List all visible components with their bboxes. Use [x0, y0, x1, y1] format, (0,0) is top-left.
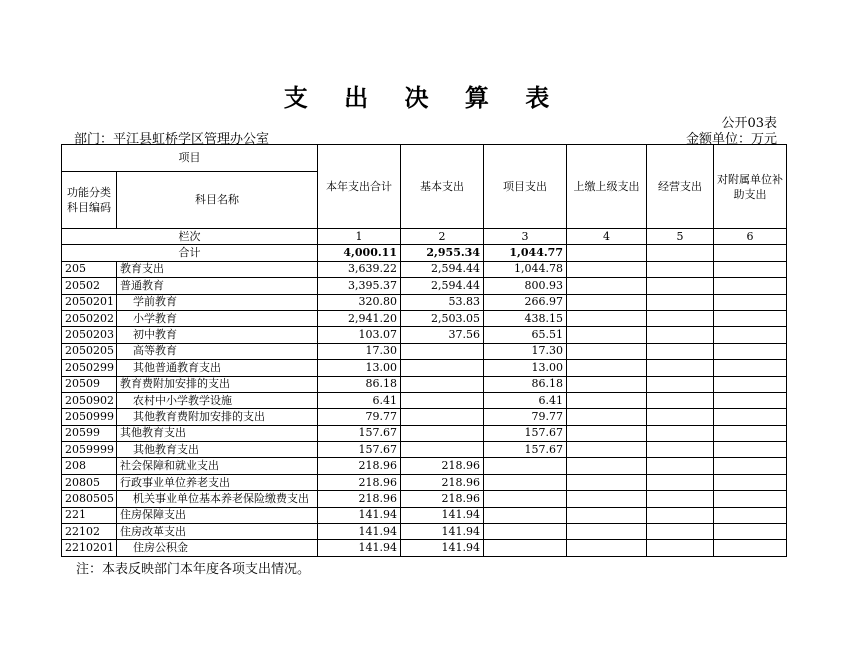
subject-name: 教育支出 [117, 261, 318, 277]
upper-amount [567, 540, 647, 556]
basic-amount: 218.96 [401, 458, 484, 474]
total-operating [647, 245, 714, 261]
operating-amount [647, 474, 714, 490]
basic-amount [401, 376, 484, 392]
subject-code: 221 [62, 507, 117, 523]
total-amount: 17.30 [318, 343, 401, 359]
total-upper [567, 245, 647, 261]
department-label: 部门：平江县虹桥学区管理办公室 [74, 132, 270, 147]
upper-amount [567, 310, 647, 326]
table-row [62, 376, 787, 392]
subject-name: 小学教育 [117, 310, 318, 326]
total-subsidy [714, 245, 787, 261]
upper-amount [567, 261, 647, 277]
project-amount: 13.00 [484, 360, 567, 376]
project-amount: 157.67 [484, 425, 567, 441]
column-row-label: 栏次 [62, 229, 318, 245]
subsidy-amount [714, 474, 787, 490]
column-number-row [62, 229, 787, 245]
table-row [62, 491, 787, 507]
table-row [62, 540, 787, 556]
header-total: 本年支出合计 [318, 145, 401, 229]
subsidy-amount [714, 294, 787, 310]
basic-amount: 37.56 [401, 327, 484, 343]
subject-code: 2050999 [62, 409, 117, 425]
subsidy-amount [714, 327, 787, 343]
subject-name: 住房保障支出 [117, 507, 318, 523]
table-row [62, 524, 787, 540]
subject-name: 社会保障和就业支出 [117, 458, 318, 474]
upper-amount [567, 360, 647, 376]
table-row [62, 327, 787, 343]
table-row [62, 360, 787, 376]
table-row [62, 474, 787, 490]
subject-name: 普通教育 [117, 278, 318, 294]
subsidy-amount [714, 442, 787, 458]
subsidy-amount [714, 524, 787, 540]
subject-name: 其他教育支出 [117, 442, 318, 458]
subsidy-amount [714, 261, 787, 277]
operating-amount [647, 392, 714, 408]
subsidy-amount [714, 540, 787, 556]
total-amount: 141.94 [318, 507, 401, 523]
upper-amount [567, 474, 647, 490]
subject-name: 其他教育费附加安排的支出 [117, 409, 318, 425]
total-row [62, 245, 787, 261]
basic-amount [401, 425, 484, 441]
header-operating: 经营支出 [647, 145, 714, 229]
upper-amount [567, 458, 647, 474]
project-amount [484, 458, 567, 474]
subject-code: 205 [62, 261, 117, 277]
subject-code: 20502 [62, 278, 117, 294]
basic-amount [401, 360, 484, 376]
page-title: 支 出 决 算 表 [283, 83, 564, 112]
operating-amount [647, 442, 714, 458]
upper-amount [567, 294, 647, 310]
operating-amount [647, 327, 714, 343]
total-label: 合计 [62, 245, 318, 261]
subsidy-amount [714, 507, 787, 523]
expenditure-table [61, 144, 787, 557]
subject-code: 20805 [62, 474, 117, 490]
upper-amount [567, 442, 647, 458]
total-amount: 3,639.22 [318, 261, 401, 277]
subject-code: 2050201 [62, 294, 117, 310]
header-row-1 [62, 145, 787, 172]
total-amount: 103.07 [318, 327, 401, 343]
subject-name: 其他教育支出 [117, 425, 318, 441]
column-1: 1 [318, 229, 401, 245]
subsidy-amount [714, 491, 787, 507]
basic-amount [401, 409, 484, 425]
upper-amount [567, 425, 647, 441]
subject-name: 住房公积金 [117, 540, 318, 556]
header-func-code: 功能分类科目编码 [62, 172, 117, 229]
total-amount: 157.67 [318, 425, 401, 441]
header-upper: 上缴上级支出 [567, 145, 647, 229]
operating-amount [647, 343, 714, 359]
subject-name: 行政事业单位养老支出 [117, 474, 318, 490]
total-amount: 141.94 [318, 524, 401, 540]
header-subject-name: 科目名称 [117, 172, 318, 229]
subject-name: 其他普通教育支出 [117, 360, 318, 376]
project-amount: 157.67 [484, 442, 567, 458]
table-row [62, 507, 787, 523]
subject-code: 2050902 [62, 392, 117, 408]
column-4: 4 [567, 229, 647, 245]
table-row [62, 442, 787, 458]
total-amount: 2,941.20 [318, 310, 401, 326]
operating-amount [647, 261, 714, 277]
column-3: 3 [484, 229, 567, 245]
subject-name: 高等教育 [117, 343, 318, 359]
subsidy-amount [714, 376, 787, 392]
header-subsidy: 对附属单位补助支出 [714, 145, 787, 229]
operating-amount [647, 294, 714, 310]
total-basic: 2,955.34 [401, 245, 484, 261]
basic-amount: 141.94 [401, 540, 484, 556]
footnote: 注：本表反映部门本年度各项支出情况。 [76, 562, 311, 577]
subject-code: 20599 [62, 425, 117, 441]
operating-amount [647, 540, 714, 556]
total-amount: 79.77 [318, 409, 401, 425]
subject-name: 住房改革支出 [117, 524, 318, 540]
column-5: 5 [647, 229, 714, 245]
table-row [62, 310, 787, 326]
project-amount: 438.15 [484, 310, 567, 326]
subject-code: 208 [62, 458, 117, 474]
project-amount [484, 491, 567, 507]
subsidy-amount [714, 409, 787, 425]
subject-code: 2050299 [62, 360, 117, 376]
total-amount: 218.96 [318, 491, 401, 507]
total-amount: 218.96 [318, 458, 401, 474]
upper-amount [567, 278, 647, 294]
basic-amount [401, 343, 484, 359]
subject-code: 2050203 [62, 327, 117, 343]
total-amount: 86.18 [318, 376, 401, 392]
subject-code: 20509 [62, 376, 117, 392]
subject-name: 教育费附加安排的支出 [117, 376, 318, 392]
operating-amount [647, 360, 714, 376]
subject-code: 2050205 [62, 343, 117, 359]
basic-amount [401, 442, 484, 458]
total-amount: 3,395.37 [318, 278, 401, 294]
upper-amount [567, 327, 647, 343]
subsidy-amount [714, 310, 787, 326]
operating-amount [647, 524, 714, 540]
operating-amount [647, 310, 714, 326]
subject-name: 学前教育 [117, 294, 318, 310]
basic-amount: 141.94 [401, 524, 484, 540]
subject-code: 22102 [62, 524, 117, 540]
basic-amount: 2,594.44 [401, 278, 484, 294]
total-amount: 141.94 [318, 540, 401, 556]
operating-amount [647, 458, 714, 474]
project-amount [484, 524, 567, 540]
basic-amount: 2,503.05 [401, 310, 484, 326]
project-amount [484, 474, 567, 490]
subsidy-amount [714, 392, 787, 408]
table-row [62, 343, 787, 359]
header-item: 项目 [62, 145, 318, 172]
subject-name: 机关事业单位基本养老保险缴费支出 [117, 491, 318, 507]
upper-amount [567, 392, 647, 408]
project-amount: 800.93 [484, 278, 567, 294]
table-row [62, 278, 787, 294]
operating-amount [647, 507, 714, 523]
basic-amount [401, 392, 484, 408]
upper-amount [567, 507, 647, 523]
total-amount: 157.67 [318, 442, 401, 458]
basic-amount: 141.94 [401, 507, 484, 523]
table-row [62, 261, 787, 277]
upper-amount [567, 409, 647, 425]
operating-amount [647, 278, 714, 294]
total-amount: 13.00 [318, 360, 401, 376]
unit-label: 金额单位：万元 [685, 132, 777, 147]
project-amount [484, 540, 567, 556]
operating-amount [647, 425, 714, 441]
subsidy-amount [714, 360, 787, 376]
project-amount: 17.30 [484, 343, 567, 359]
header-project: 项目支出 [484, 145, 567, 229]
project-amount: 1,044.78 [484, 261, 567, 277]
header-basic: 基本支出 [401, 145, 484, 229]
basic-amount: 218.96 [401, 474, 484, 490]
total-amount: 218.96 [318, 474, 401, 490]
subsidy-amount [714, 425, 787, 441]
subject-code: 2210201 [62, 540, 117, 556]
upper-amount [567, 524, 647, 540]
project-amount: 79.77 [484, 409, 567, 425]
operating-amount [647, 376, 714, 392]
operating-amount [647, 409, 714, 425]
column-2: 2 [401, 229, 484, 245]
upper-amount [567, 491, 647, 507]
total-project: 1,044.77 [484, 245, 567, 261]
subsidy-amount [714, 458, 787, 474]
project-amount: 6.41 [484, 392, 567, 408]
table-row [62, 458, 787, 474]
project-amount: 65.51 [484, 327, 567, 343]
column-6: 6 [714, 229, 787, 245]
upper-amount [567, 376, 647, 392]
total-amount: 4,000.11 [318, 245, 401, 261]
subject-code: 2080505 [62, 491, 117, 507]
table-row [62, 409, 787, 425]
total-amount: 6.41 [318, 392, 401, 408]
table-row [62, 425, 787, 441]
project-amount: 86.18 [484, 376, 567, 392]
subsidy-amount [714, 343, 787, 359]
operating-amount [647, 491, 714, 507]
basic-amount: 2,594.44 [401, 261, 484, 277]
upper-amount [567, 343, 647, 359]
subject-name: 初中教育 [117, 327, 318, 343]
project-amount [484, 507, 567, 523]
table-row [62, 392, 787, 408]
basic-amount: 53.83 [401, 294, 484, 310]
table-row [62, 294, 787, 310]
project-amount: 266.97 [484, 294, 567, 310]
subsidy-amount [714, 278, 787, 294]
subject-code: 2050202 [62, 310, 117, 326]
form-number: 公开03表 [721, 116, 777, 131]
subject-name: 农村中小学教学设施 [117, 392, 318, 408]
basic-amount: 218.96 [401, 491, 484, 507]
subject-code: 2059999 [62, 442, 117, 458]
total-amount: 320.80 [318, 294, 401, 310]
